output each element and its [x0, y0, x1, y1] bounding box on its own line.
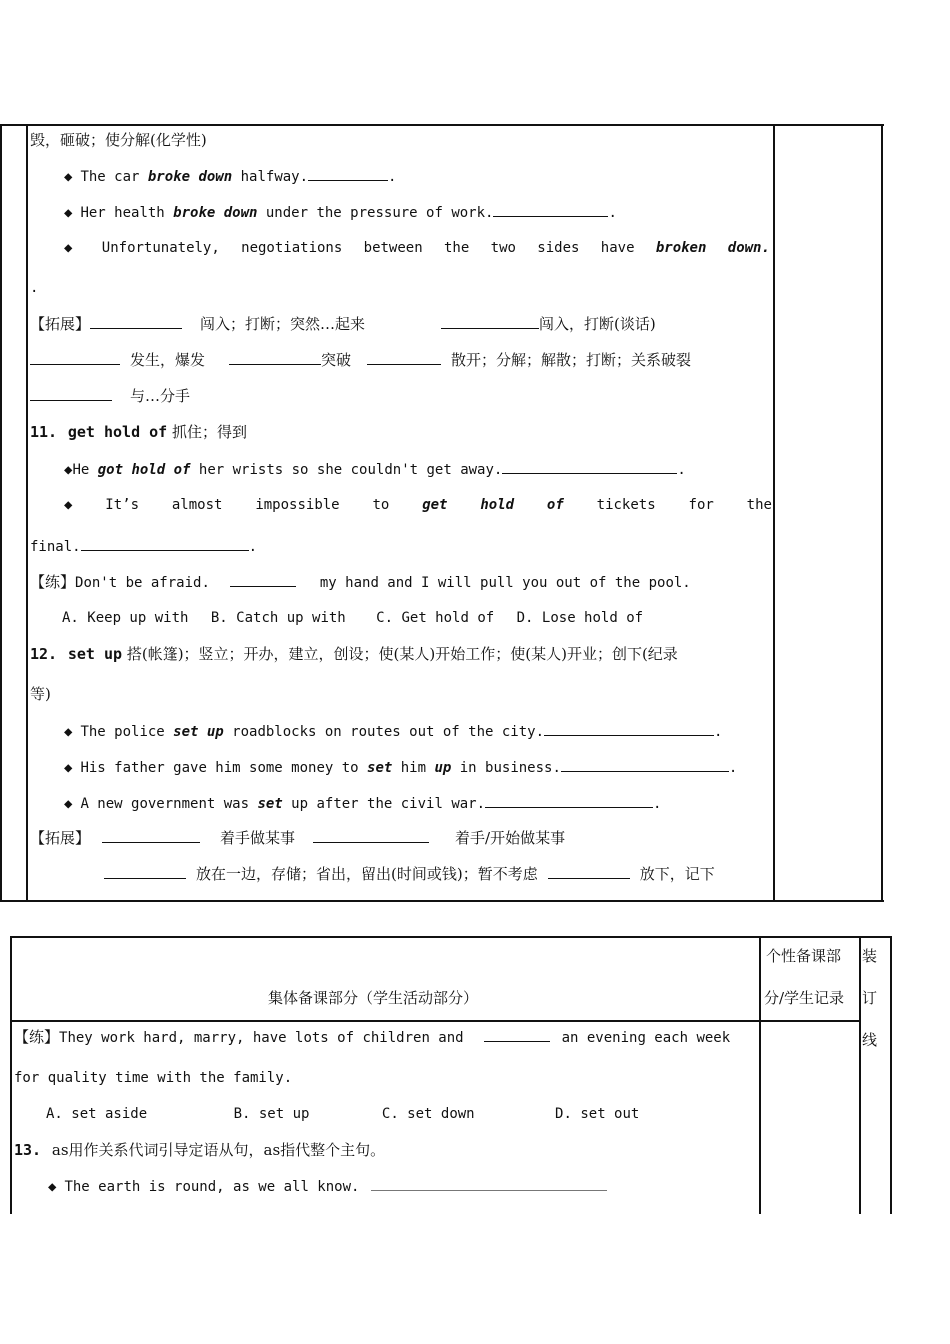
- practice-options: [46, 1104, 639, 1124]
- practice-question-cont: for quality time with the family.: [14, 1070, 293, 1086]
- option-c[interactable]: C. set down: [381, 1106, 475, 1122]
- answer-blank[interactable]: [493, 202, 608, 217]
- answer-blank[interactable]: [371, 1176, 607, 1191]
- example-sentence: ◆ Unfortunately, negotiations between the two sides have broken down.: [64, 240, 770, 256]
- example-sentence: ◆ The police set up roadblocks on routes out of the city. .: [64, 721, 722, 742]
- binding-char: 线: [862, 1031, 878, 1049]
- diamond-bullet-icon: ◆: [64, 205, 73, 221]
- option-a[interactable]: A. Keep up with: [62, 610, 189, 626]
- extension-row-12a: 【拓展】 着手做某事 着手/开始做某事: [30, 829, 566, 847]
- practice-options: [62, 608, 643, 628]
- answer-blank[interactable]: [30, 386, 112, 401]
- item-11-heading: 11. get hold of 抓住；得到: [30, 423, 248, 441]
- practice-question: 【练】They work hard, marry, have lots of children and an evening each week: [14, 1028, 731, 1046]
- item-12-heading: 12. set up 搭(帐篷)；竖立；开办，建立，创设；使(某人)开始工作；使(某人)开业；创下(纪录: [30, 645, 678, 663]
- option-d[interactable]: D. Lose hold of: [516, 610, 644, 626]
- answer-blank[interactable]: [30, 350, 120, 365]
- example-sentence: ◆ A new government was set up after the civil war. .: [64, 793, 661, 814]
- diamond-bullet-icon: ◆: [64, 240, 73, 256]
- diamond-bullet-icon: ◆: [64, 760, 73, 776]
- extension-row-12b: 放在一边，存储；省出，留出(时间或钱)；暂不考虑 放下，记下: [104, 864, 715, 884]
- option-d[interactable]: D. set out: [555, 1106, 640, 1122]
- answer-blank-line[interactable]: .: [30, 280, 39, 296]
- binding-char: 订: [862, 989, 878, 1007]
- option-c[interactable]: C. Get hold of: [376, 610, 495, 626]
- example-sentence: ◆ The car broke down halfway. .: [64, 166, 396, 187]
- answer-blank[interactable]: [104, 864, 186, 879]
- diamond-bullet-icon: ◆: [64, 497, 73, 513]
- answer-blank[interactable]: [308, 166, 388, 181]
- diamond-bullet-icon: ◆: [64, 796, 73, 812]
- section-title: 集体备课部分（学生活动部分）: [268, 989, 479, 1007]
- extension-row-1: 【拓展】 闯入；打断；突然…起来 闯入，打断(谈话): [30, 315, 656, 333]
- example-continuation: final. .: [30, 536, 257, 557]
- example-sentence: ◆ Her health broke down under the pressure of work. .: [64, 202, 617, 223]
- extension-row-2: 发生，爆发 突破 散开；分解；解散；打断；关系破裂: [30, 350, 691, 370]
- answer-blank[interactable]: [502, 459, 677, 474]
- definition-continuation: 毁，砸破；使分解(化学性): [30, 131, 207, 149]
- answer-blank[interactable]: [102, 828, 200, 843]
- answer-blank[interactable]: [81, 536, 249, 551]
- answer-blank[interactable]: [484, 1027, 550, 1042]
- example-sentence: ◆ It’s almost impossible to get hold of tickets for the: [64, 497, 772, 513]
- diamond-bullet-icon: ◆: [64, 169, 73, 185]
- answer-blank[interactable]: [441, 314, 539, 329]
- answer-blank[interactable]: [485, 793, 653, 808]
- side-column-title: 个性备课部: [766, 947, 842, 965]
- example-sentence: ◆He got hold of her wrists so she couldn't get away. .: [64, 459, 686, 480]
- practice-question: 【练】Don't be afraid. my hand and I will pull you out of the pool.: [30, 573, 691, 591]
- answer-blank[interactable]: [544, 721, 714, 736]
- diamond-bullet-icon: ◆: [64, 462, 73, 478]
- diamond-bullet-icon: ◆: [64, 724, 73, 740]
- answer-blank[interactable]: [230, 572, 296, 587]
- option-b[interactable]: B. set up: [233, 1106, 310, 1122]
- side-column-title-cont: 分/学生记录: [764, 989, 845, 1007]
- extension-row-3: 与…分手: [30, 386, 190, 406]
- answer-blank[interactable]: [90, 314, 182, 329]
- answer-blank[interactable]: [367, 350, 441, 365]
- answer-blank[interactable]: [548, 864, 630, 879]
- item-12-heading-cont: 等): [30, 685, 51, 703]
- answer-blank[interactable]: [561, 757, 729, 772]
- answer-blank[interactable]: [229, 350, 321, 365]
- option-a[interactable]: A. set aside: [46, 1106, 148, 1122]
- item-13-heading: 13. as用作关系代词引导定语从句，as指代整个主句。: [14, 1141, 386, 1159]
- option-b[interactable]: B. Catch up with: [210, 610, 346, 626]
- example-sentence: ◆ His father gave him some money to set him up in business. .: [64, 757, 737, 778]
- answer-blank[interactable]: [313, 828, 429, 843]
- binding-char: 装: [862, 947, 878, 965]
- diamond-bullet-icon: ◆: [48, 1179, 57, 1195]
- example-sentence: ◆ The earth is round, as we all know.: [48, 1176, 607, 1197]
